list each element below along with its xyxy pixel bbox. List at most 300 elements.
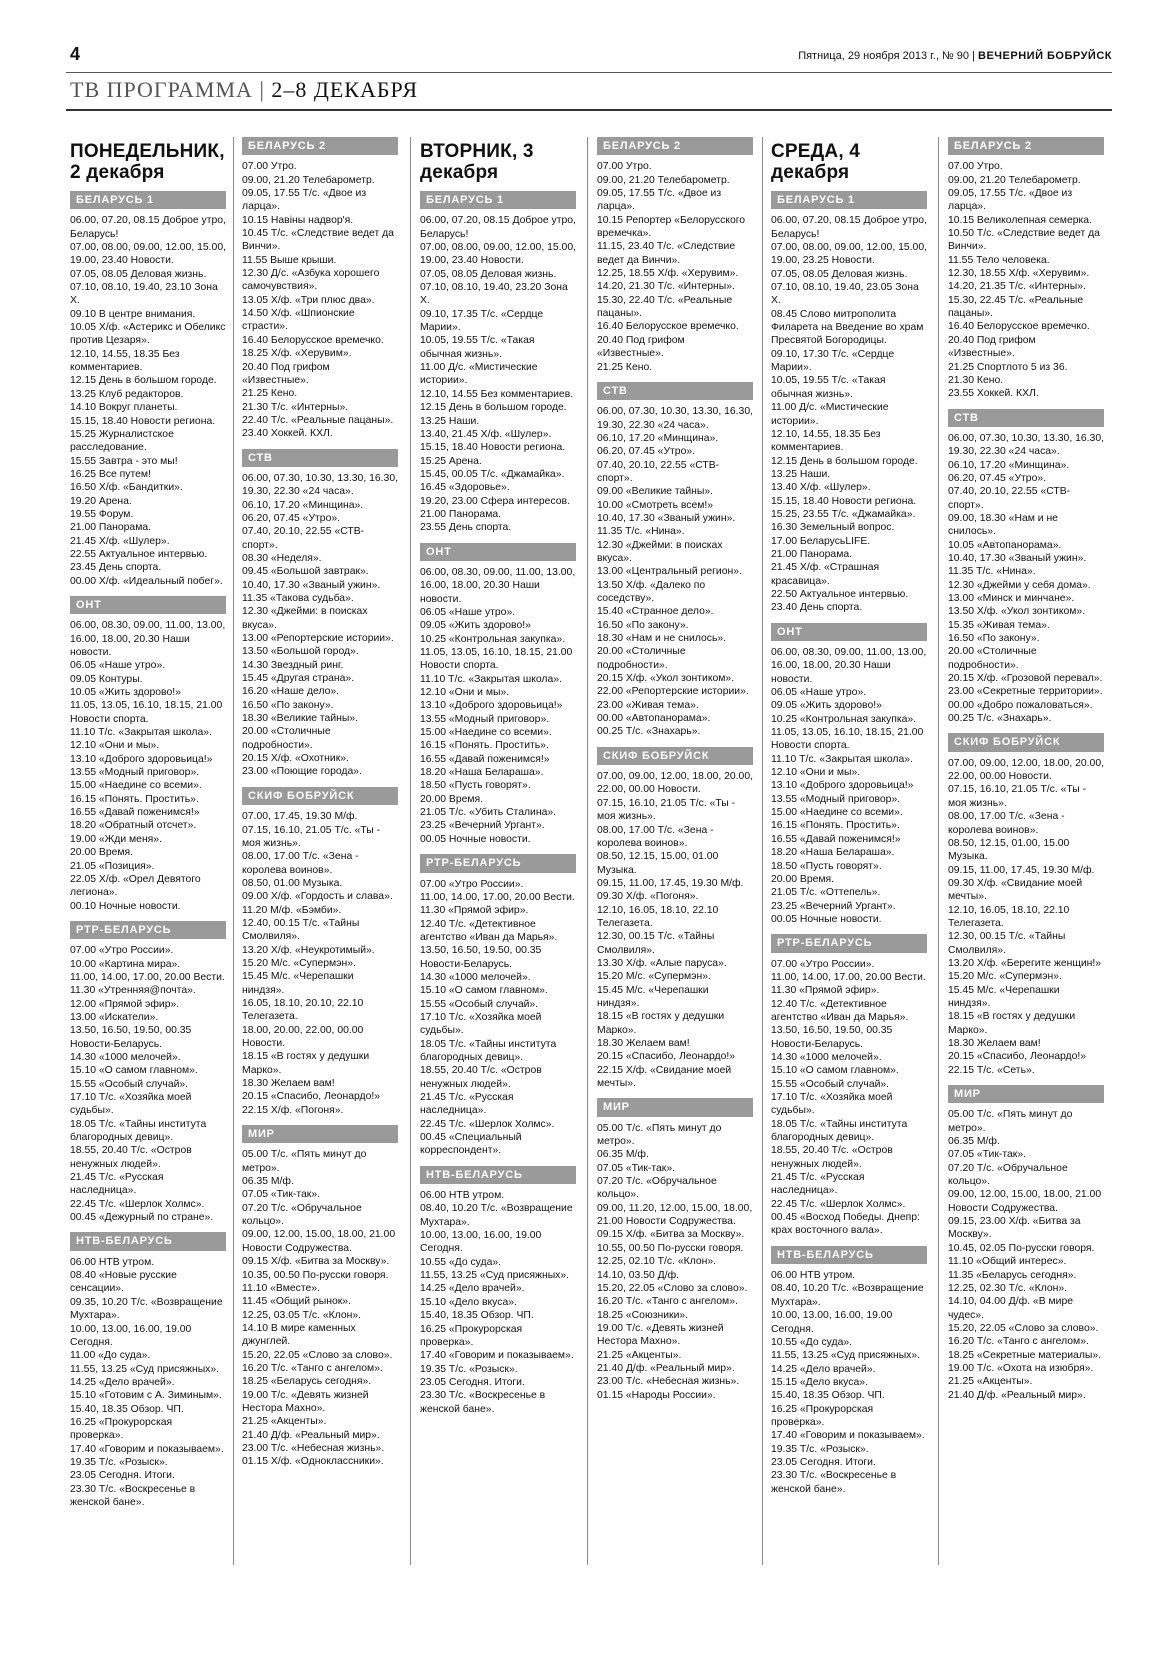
program-listing: 13.40, 21.45 Х/ф. «Шулер». [420, 428, 552, 440]
program-listing: 15.15, 18.40 Новости региона. [771, 495, 917, 507]
program-listing: 08.00, 17.00 Т/с. «Зена - королева воинов». [597, 824, 714, 849]
program-listing: 17.00 БеларусьLIFE. [771, 535, 871, 547]
program-listing: 07.00, 09.00, 12.00, 18.00, 20.00, 22.00, 00.00 Новости. [948, 757, 1104, 783]
program-listing: 16.25 Все путем! [70, 468, 151, 480]
program-listing: 10.00 «Картина мира». [70, 958, 181, 970]
program-listing: 13.30 Х/ф. «Алые паруса». [597, 957, 727, 969]
program-listing: 01.15 «Народы России». [597, 1389, 716, 1401]
channel-header: НТВ-БЕЛАРУСЬ [70, 1232, 226, 1250]
program-listing: 19.00 «Жди меня». [70, 833, 162, 845]
program-listing: 05.00 Т/с. «Пять минут до метро». [242, 1149, 367, 1174]
program-listing: 10.45, 02.05 По-русски говоря. [948, 1242, 1095, 1254]
program-listing: 15.00 «Наедине со всеми». [70, 780, 202, 792]
program-listing: 13.05 Х/ф. «Три плюс два». [242, 294, 375, 306]
program-listing: 09.30 Х/ф. «Свидание моей мечты». [948, 877, 1083, 903]
program-listing: 15.25 Арена. [420, 455, 482, 467]
program-listing: 18.30 Желаем вам! [597, 1038, 690, 1049]
program-listing: 08.45 Слово митрополита Филарета на Введение во храм Пресвятой Богородицы. [771, 308, 924, 347]
program-listing: 12.00 «Прямой эфир». [70, 998, 180, 1010]
program-listing: 13.50, 16.50, 19.50, 00.35 Новости-Беларусь. [771, 1025, 893, 1050]
program-listing: 11.10 Т/с. «Закрытая школа». [70, 727, 212, 739]
program-listing: 15.35 «Живая тема». [948, 619, 1050, 631]
program-listing: 10.15 Навіны надвор'я. [242, 214, 354, 226]
program-listing: 10.40, 17.30 «Званый ужин». [597, 512, 736, 524]
program-listing: 23.40 Хоккей. КХЛ. [242, 428, 333, 440]
program-listing: 12.30, 00.15 Т/с. «Тайны Смолвиля». [597, 931, 715, 956]
program-listing: 12.10, 16.05, 18.10, 22.10 Телегазета. [597, 904, 719, 929]
program-listing: 16.20 Т/с. «Танго с ангелом». [597, 1296, 738, 1308]
program-listing: 07.05 «Тик-так». [597, 1162, 676, 1174]
program-listing: 19.35 Т/с. «Розыск». [420, 1363, 518, 1375]
program-listing: 11.20 М/ф. «Бэмби». [242, 904, 342, 916]
program-listing: 14.20, 21.35 Т/с. «Интерны». [948, 281, 1086, 293]
program-listing: 12.30 «Джейми: в поисках вкуса». [242, 606, 368, 631]
program-listing: 18.30 «Великие тайны». [242, 713, 359, 725]
column-divider [587, 137, 588, 1565]
program-listing: 08.40, 10.20 Т/с. «Возвращение Мухтара». [420, 1203, 573, 1228]
channel-header: РТР-БЕЛАРУСЬ [420, 854, 576, 872]
program-listing: 21.30 Кено. [948, 374, 1004, 386]
program-listing: 18.55, 20.40 Т/с. «Остров ненужных людей». [771, 1145, 893, 1170]
program-listing: 09.05, 17.55 Т/с. «Двое из ларца». [948, 188, 1073, 213]
channel-header: ОНТ [70, 596, 226, 614]
program-listing: 20.15 «Спасибо, Леонардо!» [597, 1051, 736, 1063]
program-listing: 13.20 Х/ф. «Неукротимый». [242, 944, 375, 956]
program-listing: 13.50 Х/ф. «Укол зонтиком». [948, 606, 1086, 618]
issue-info [798, 50, 1112, 62]
program-listing: 23.00 Т/с. «Небесная жизнь». [597, 1376, 740, 1388]
program-listing: 23.30 Т/с. «Воскресенье в женской бане». [771, 1470, 897, 1495]
program-listing: 11.45 «Общий рынок». [242, 1296, 351, 1308]
program-listing: 16.55 «Давай поженимся!» [771, 833, 901, 845]
program-listing: 07.15, 16.10, 21.05 Т/с. «Ты - моя жизнь». [948, 784, 1087, 809]
program-listing: 10.15 Великолепная семерка. [948, 214, 1092, 226]
program-listing: 09.00, 12.00, 15.00, 18.00, 21.00 Новости Содружества. [242, 1229, 396, 1254]
program-listing: 06.00, 07.20, 08.15 Доброе утро, Беларусь! [70, 215, 226, 240]
program-listing: 11.00, 14.00, 17.00, 20.00 Вести. [70, 971, 225, 983]
program-listing: 16.15 «Понять. Простить». [420, 740, 549, 752]
program-listing: 15.20, 22.05 «Слово за слово». [597, 1282, 748, 1294]
channel-header: МИР [948, 1085, 1104, 1103]
program-listing: 23.45 День спорта. [70, 562, 162, 574]
program-listing: 07.10, 08.10, 19.40, 23.05 Зона Х. [771, 282, 919, 307]
program-listing: 11.00 Д/с. «Мистические истории». [771, 402, 889, 427]
program-listing: 05.00 Т/с. «Пять минут до метро». [597, 1122, 722, 1148]
program-listing: 11.35 «Такова судьба». [242, 593, 354, 604]
program-listing: 21.40 Д/ф. «Реальный мир». [597, 1362, 735, 1374]
day-heading: ПОНЕДЕЛЬНИК, 2 декабря [70, 141, 225, 183]
program-listing: 09.00, 11.20, 12.00, 15.00, 18.00, 21.00 Новости Содружества. [597, 1202, 753, 1228]
program-listing: 21.05 Т/с. «Оттепель». [771, 887, 881, 899]
program-listing: 12.10 «Они и мы». [70, 740, 160, 752]
program-listing: 15.30, 22.40 Т/с. «Реальные пацаны». [597, 294, 733, 320]
program-listing: 11.15, 23.40 Т/с. «Следствие ведет да Винчи». [597, 241, 736, 266]
program-listing: 09.00 Х/ф. «Гордость и слава». [242, 891, 393, 903]
program-listing: 12.30, 18.55 Х/ф. «Херувим». [948, 268, 1090, 280]
newspaper-name: ВЕЧЕРНИЙ БОБРУЙСК [978, 50, 1112, 62]
program-listing: 20.15 Х/ф. «Грозовой перевал». [948, 673, 1103, 685]
program-listing: 14.25 «Дело врачей». [70, 1376, 175, 1388]
program-listing: 09.00, 18.30 «Нам и не снилось». [948, 512, 1058, 538]
program-listing: 22.05 Х/ф. «Орел Девятого легиона». [70, 873, 201, 899]
program-listing: 20.40 Под грифом «Известные». [597, 334, 685, 360]
program-listing: 21.25 Кено. [242, 388, 298, 400]
program-listing: 06.00 НТВ утром. [771, 1270, 856, 1282]
program-listing: 15.55 «Особый случай». [420, 998, 539, 1010]
program-listing: 22.15 Х/ф. «Свидание моей мечты». [597, 1064, 732, 1090]
program-listing: 09.00, 21.20 Телебарометр. [948, 174, 1081, 186]
schedule-column-1 [70, 137, 226, 1509]
channel-header: СКИФ БОБРУЙСК [242, 787, 398, 805]
program-listing: 06.05 «Наше утро». [70, 660, 166, 672]
program-listing: 15.55 «Особый случай». [70, 1078, 189, 1090]
program-listing: 06.00 НТВ утром. [420, 1190, 505, 1202]
program-listing: 12.40 Т/с. «Детективное агентство «Иван да Марья». [420, 918, 558, 943]
program-listing: 18.15 «В гостях у дедушки Марко». [597, 1011, 725, 1036]
program-listing: 10.45 Т/с. «Следствие ведет да Винчи». [242, 228, 394, 253]
program-listing: 09.15, 11.00, 17.45, 19.30 М/ф. [597, 877, 744, 889]
program-listing: 06.10, 17.20 «Минщина». [242, 499, 364, 511]
program-listing: 06.00, 07.20, 08.15 Доброе утро, Беларусь! [420, 215, 576, 240]
program-listing: 21.45 Х/ф. «Страшная красавица». [771, 562, 880, 587]
column-divider [233, 137, 234, 1565]
program-listing: 17.40 «Говорим и показываем». [771, 1430, 925, 1442]
program-listing: 17.10 Т/с. «Хозяйка моей судьбы». [420, 1011, 542, 1037]
program-listing: 22.55 Актуальное интервью. [70, 548, 208, 560]
program-listing: 21.00 Панорама. [771, 548, 853, 560]
program-listing: 11.55 Выше крыши. [242, 254, 337, 266]
program-listing: 13.00 «Центральный регион». [597, 566, 742, 578]
program-listing: 07.05, 08.05 Деловая жизнь. [771, 268, 908, 280]
program-listing: 09.00, 12.00, 15.00, 18.00, 21.00 Новости Содружества. [948, 1189, 1102, 1214]
program-listing: 15.10 «Готовим с А. Зиминым». [70, 1390, 222, 1402]
program-listing: 07.00 «Утро России». [420, 878, 524, 890]
program-listing: 19.00 Т/с. «Девять жизней Нестора Махно». [242, 1389, 369, 1414]
program-listing: 10.05, 19.55 Т/с. «Такая обычная жизнь». [420, 335, 535, 360]
program-listing: 11.35 Т/с. «Нина». [948, 566, 1036, 578]
program-listing: 14.10 В мире каменных джунглей. [242, 1322, 356, 1348]
program-listing: 07.00 «Утро России». [771, 958, 875, 970]
program-listing: 19.00 Т/с. «Девять жизней Нестора Махно». [597, 1322, 724, 1348]
program-listing: 12.40 Т/с. «Детективное агентство «Иван да Марья». [771, 998, 909, 1023]
program-listing: 08.40, 10.20 Т/с. «Возвращение Мухтара». [771, 1283, 924, 1308]
program-listing: 07.00, 08.00, 09.00, 12.00, 15.00, 19.00, 23.25 Новости. [771, 242, 927, 267]
program-listing: 15.30, 22.45 Т/с. «Реальные пацаны». [948, 294, 1084, 320]
schedule-column-3 [420, 137, 576, 1416]
program-listing: 09.05 «Жить здорово!» [771, 700, 882, 712]
program-listing: 16.15 «Понять. Простить». [771, 820, 900, 832]
channel-header: БЕЛАРУСЬ 2 [597, 137, 753, 155]
program-listing: 12.15 День в большом городе. [420, 402, 567, 414]
program-listing: 07.15, 16.10, 21.05 Т/с. «Ты - моя жизнь». [597, 797, 736, 823]
program-listing: 15.20 М/с. «Супермэн». [242, 957, 356, 969]
program-listing: 18.50 «Пусть говорят». [771, 860, 882, 872]
program-listing: 15.25 Журналистское расследование. [70, 428, 174, 454]
program-listing: 23.00 «Живая тема». [597, 699, 699, 711]
program-listing: 11.00 «До суда». [70, 1350, 151, 1362]
program-listing: 01.15 Х/ф. «Одноклассники». [242, 1456, 384, 1468]
program-listing: 13.50 Х/ф. «Далеко по соседству». [597, 579, 706, 604]
program-listing: 11.35 Т/с. «Нина». [597, 526, 685, 538]
program-listing: 07.40, 20.10, 22.55 «СТВ-спорт». [948, 486, 1071, 511]
channel-header: ОНТ [420, 543, 576, 561]
channel-header: СТВ [597, 382, 753, 400]
program-listing: 15.10 «О самом главном». [70, 1065, 198, 1077]
program-listing: 15.45 «Другая страна». [242, 673, 355, 685]
program-listing: 12.15 День в большом городе. [70, 375, 217, 387]
program-listing: 23.55 День спорта. [420, 522, 512, 534]
day-heading: СРЕДА, 4 декабря [771, 141, 861, 183]
program-listing: 23.40 День спорта. [771, 602, 863, 614]
program-listing: 00.05 Ночные новости. [420, 833, 531, 845]
program-listing: 20.00 Время. [70, 847, 134, 859]
program-listing: 06.00 НТВ утром. [70, 1256, 155, 1268]
program-listing: 16.55 «Давай поженимся!» [70, 807, 200, 819]
program-listing: 15.45, 00.05 Т/с. «Джамайка». [420, 468, 565, 480]
program-listing: 09.05, 17.55 Т/с. «Двое из ларца». [597, 188, 722, 213]
program-listing: 15.10 «Дело вкуса». [420, 1296, 517, 1308]
program-listing: 17.40 «Говорим и показываем». [70, 1443, 224, 1455]
program-listing: 13.10 «Доброго здоровьица!» [420, 700, 563, 712]
program-listing: 14.25 «Дело врачей». [420, 1283, 525, 1295]
channel-header: РТР-БЕЛАРУСЬ [70, 921, 226, 939]
program-listing: 06.20, 07.45 «Утро». [597, 446, 696, 458]
program-listing: 09.15, 11.00, 17.45, 19.30 М/ф. [948, 864, 1095, 876]
program-listing: 00.25 Т/с. «Знахарь». [597, 726, 701, 738]
program-listing: 23.05 Сегодня. Итоги. [420, 1376, 525, 1388]
program-listing: 00.45 «Восход Победы. Днепр: крах восточного вала». [771, 1212, 920, 1237]
program-listing: 08.50, 01.00 Музыка. [242, 877, 343, 889]
program-listing: 11.55 Тело человека. [948, 254, 1050, 266]
program-listing: 10.00, 13.00, 16.00, 19.00 Сегодня. [420, 1230, 542, 1255]
program-listing: 23.00 «Поющие города». [242, 766, 362, 778]
program-listing: 11.55, 13.25 «Суд присяжных». [771, 1350, 921, 1362]
program-listing: 23.05 Сегодня. Итоги. [771, 1456, 876, 1468]
program-listing: 11.55, 13.25 «Суд присяжных». [420, 1270, 570, 1282]
program-listing: 06.00, 08.30, 09.00, 11.00, 13.00, 16.00, 18.00, 20.30 Наши новости. [771, 647, 927, 685]
program-listing: 12.25, 18.55 Х/ф. «Херувим». [597, 268, 739, 280]
program-listing: 12.30 «Джейми у себя дома». [948, 579, 1091, 591]
channel-header: БЕЛАРУСЬ 2 [242, 137, 398, 155]
program-listing: 16.40 Белорусское времечко. [242, 334, 384, 346]
program-listing: 15.45 М/с. «Черепашки ниндзя». [948, 984, 1060, 1009]
program-listing: 16.30 Земельный вопрос. [771, 522, 895, 534]
program-listing: 06.00, 07.30, 10.30, 13.30, 16.30, 19.30, 22.30 «24 часа». [948, 432, 1104, 458]
program-listing: 15.40, 18.35 Обзор. ЧП. [70, 1403, 184, 1415]
program-listing: 15.15 «Дело вкуса». [771, 1376, 868, 1388]
program-listing: 21.30 Т/с. «Интерны». [242, 401, 349, 413]
program-listing: 13.50 «Большой город». [242, 646, 359, 658]
program-listing: 00.45 «Специальный корреспондент». [420, 1132, 522, 1157]
program-listing: 13.25 Наши. [771, 468, 831, 480]
program-listing: 14.30 «1000 мелочей». [420, 971, 531, 983]
program-listing: 20.15 Х/ф. «Укол зонтиком». [597, 673, 735, 685]
program-listing: 13.00 «Репортерские истории». [242, 633, 394, 645]
program-listing: 07.40, 20.10, 22.55 «СТВ-спорт». [597, 459, 720, 484]
program-listing: 00.00 «Добро пожаловаться». [948, 699, 1093, 711]
program-listing: 11.10 Т/с. «Закрытая школа». [771, 753, 913, 765]
program-listing: 19.20, 23.00 Сфера интересов. [420, 495, 570, 507]
program-listing: 08.50, 12.15, 15.00, 01.00 Музыка. [597, 851, 719, 876]
program-listing: 11.55, 13.25 «Суд присяжных». [70, 1363, 220, 1375]
program-listing: 20.40 Под грифом «Известные». [242, 361, 330, 386]
program-listing: 11.10 Т/с. «Закрытая школа». [420, 673, 562, 685]
program-listing: 05.00 Т/с. «Пять минут до метро». [948, 1109, 1073, 1134]
program-listing: 10.05 «Жить здорово!» [70, 687, 181, 699]
program-listing: 21.45 Т/с. «Русская наследница». [420, 1092, 514, 1117]
program-listing: 18.30 Желаем вам! [948, 1038, 1041, 1049]
program-listing: 09.00 «Великие тайны». [597, 486, 714, 498]
program-listing: 12.15 День в большом городе. [771, 455, 918, 467]
program-listing: 18.30 Желаем вам! [242, 1078, 335, 1090]
program-listing: 18.25 «Секретные материалы». [948, 1349, 1102, 1361]
schedule-column-5 [771, 137, 927, 1496]
program-listing: 12.10, 14.55, 18.35 Без комментариев. [771, 428, 881, 454]
program-listing: 06.05 «Наше утро». [420, 606, 516, 618]
program-listing: 15.55 Завтра - это мы! [70, 455, 178, 467]
program-listing: 21.05 Т/с. «Убить Сталина». [420, 807, 557, 819]
program-listing: 15.40 «Странное дело». [597, 606, 714, 618]
program-listing: 15.15, 18.40 Новости региона. [70, 415, 216, 427]
program-listing: 16.20 «Наше дело». [242, 686, 340, 698]
program-listing: 16.25 «Прокурорская проверка». [70, 1416, 173, 1442]
channel-header: ОНТ [771, 623, 927, 641]
program-listing: 18.25 Х/ф. «Херувим». [242, 348, 352, 360]
program-listing: 15.15, 18.40 Новости региона. [420, 442, 566, 454]
program-listing: 16.20 Т/с. «Танго с ангелом». [242, 1362, 383, 1374]
program-listing: 10.35, 00.50 По-русски говоря. [242, 1269, 389, 1281]
program-listing: 15.45 М/с. «Черепашки ниндзя». [242, 971, 354, 996]
program-listing: 10.55, 00.50 По-русски говоря. [597, 1242, 744, 1254]
program-listing: 06.00, 07.30, 10.30, 13.30, 16.30, 19.30, 22.30 «24 часа». [242, 472, 398, 498]
program-listing: 18.50 «Пусть говорят». [420, 780, 531, 792]
program-listing: 09.15 Х/ф. «Битва за Москву». [242, 1256, 390, 1268]
program-listing: 14.30 «1000 мелочей». [771, 1051, 882, 1063]
channel-header: СКИФ БОБРУЙСК [597, 747, 753, 765]
program-listing: 07.00 Утро. [242, 161, 297, 173]
program-listing: 10.55 «До суда». [771, 1336, 853, 1348]
column-divider [938, 137, 939, 1565]
program-listing: 06.35 М/ф. [242, 1176, 294, 1188]
section-title [70, 77, 418, 103]
schedule-column-2 [242, 137, 398, 1469]
program-listing: 06.10, 17.20 «Минщина». [597, 432, 719, 444]
program-listing: 17.10 Т/с. «Хозяйка моей судьбы». [771, 1092, 893, 1117]
program-listing: 21.25 «Акценты». [242, 1416, 327, 1428]
program-listing: 06.35 М/ф. [597, 1149, 649, 1161]
program-listing: 10.40, 17.30 «Званый ужин». [948, 552, 1087, 564]
program-listing: 10.55 «До суда». [420, 1256, 502, 1268]
program-listing: 16.50 Х/ф. «Бандитки». [70, 482, 183, 494]
channel-header: БЕЛАРУСЬ 1 [70, 191, 226, 209]
program-listing: 15.25, 23.55 Т/с. «Джамайка». [771, 508, 916, 520]
program-listing: 20.00 «Столичные подробности». [242, 726, 331, 751]
program-listing: 12.30 Д/с. «Азбука хорошего самочувствия». [242, 268, 380, 293]
program-listing: 07.10, 08.10, 19.40, 23.20 Зона Х. [420, 282, 568, 307]
program-listing: 21.45 Т/с. «Русская наследница». [771, 1172, 865, 1197]
program-listing: 07.05, 08.05 Деловая жизнь. [420, 268, 557, 280]
section-dates: 2–8 ДЕКАБРЯ [271, 77, 419, 102]
program-listing: 07.00, 08.00, 09.00, 12.00, 15.00, 19.00, 23.40 Новости. [70, 242, 226, 267]
program-listing: 13.55 «Модный приговор». [70, 767, 200, 779]
program-listing: 09.35, 10.20 Т/с. «Возвращение Мухтара». [70, 1296, 223, 1322]
program-listing: 14.30 «1000 мелочей». [70, 1051, 181, 1063]
program-listing: 14.30 Звездный ринг. [242, 659, 344, 671]
program-listing: 15.40, 18.35 Обзор. ЧП. [771, 1390, 885, 1402]
program-listing: 09.15 Х/ф. «Битва за Москву». [597, 1229, 745, 1241]
program-listing: 22.00 «Репортерские истории». [597, 686, 749, 698]
program-listing: 13.40 Х/ф. «Шулер». [771, 482, 871, 494]
program-listing: 07.00, 09.00, 12.00, 18.00, 20.00, 22.00, 00.00 Новости. [597, 771, 753, 796]
program-listing: 11.00 Д/с. «Мистические истории». [420, 362, 538, 387]
program-listing: 11.10 «Вместе». [242, 1282, 320, 1294]
program-listing: 10.00, 13.00, 16.00, 19.00 Сегодня. [70, 1323, 192, 1348]
program-listing: 20.15 «Спасибо, Леонардо!» [242, 1091, 381, 1103]
channel-header: СТВ [948, 409, 1104, 427]
program-listing: 11.30 «Прямой эфир». [771, 985, 880, 997]
program-listing: 00.00 «Автопанорама». [597, 713, 711, 725]
program-listing: 20.00 «Столичные подробности». [597, 646, 686, 671]
program-listing: 16.50 «По закону». [597, 619, 689, 631]
program-listing: 22.15 Т/с. «Сеть». [948, 1064, 1035, 1076]
program-listing: 07.00 Утро. [597, 161, 652, 173]
issue-date: Пятница, 29 ноября 2013 г., № 90 | [798, 50, 975, 62]
program-listing: 12.10, 14.55 Без комментариев. [420, 388, 574, 400]
program-listing: 16.45 «Здоровье». [420, 482, 510, 494]
program-listing: 18.20 «Наша Белараша». [420, 767, 544, 779]
program-listing: 09.00, 21.20 Телебарометр. [242, 174, 375, 186]
program-listing: 16.20 Т/с. «Танго с ангелом». [948, 1336, 1089, 1348]
program-listing: 12.40, 00.15 Т/с. «Тайны Смолвиля». [242, 917, 360, 943]
program-listing: 17.40 «Говорим и показываем». [420, 1350, 574, 1362]
program-listing: 10.05 «Автопанорама». [948, 539, 1062, 551]
program-listing: 23.30 Т/с. «Воскресенье в женской бане». [420, 1390, 546, 1415]
program-listing: 19.55 Форум. [70, 508, 134, 520]
program-listing: 16.55 «Давай поженимся!» [420, 753, 550, 765]
program-listing: 23.00 Т/с. «Небесная жизнь». [242, 1442, 385, 1454]
program-listing: 09.30 Х/ф. «Погоня». [597, 891, 699, 903]
program-listing: 15.20 М/с. «Супермэн». [948, 971, 1062, 983]
program-listing: 16.50 «По закону». [242, 699, 334, 711]
section-separator: | [259, 77, 265, 102]
program-listing: 20.00 Время. [420, 793, 484, 805]
program-listing: 06.00, 07.30, 10.30, 13.30, 16.30, 19.30, 22.30 «24 часа». [597, 406, 753, 431]
program-listing: 13.00 «Минск и минчане». [948, 593, 1075, 604]
program-listing: 18.55, 20.40 Т/с. «Остров ненужных людей». [70, 1145, 192, 1170]
program-listing: 07.40, 20.10, 22.55 «СТВ-спорт». [242, 526, 365, 551]
program-listing: 23.30 Т/с. «Воскресенье в женской бане». [70, 1483, 196, 1508]
channel-header: РТР-БЕЛАРУСЬ [771, 934, 927, 952]
program-listing: 14.50 Х/ф. «Шпионские страсти». [242, 308, 355, 333]
program-listing: 21.40 Д/ф. «Реальный мир». [242, 1429, 380, 1441]
program-listing: 12.10 «Они и мы». [420, 687, 510, 699]
program-listing: 09.05, 17.55 Т/с. «Двое из ларца». [242, 188, 367, 213]
program-listing: 12.25, 02.10 Т/с. «Клон». [597, 1256, 717, 1268]
program-listing: 22.50 Актуальное интервью. [771, 588, 909, 600]
program-listing: 07.15, 16.10, 21.05 Т/с. «Ты - моя жизнь». [242, 824, 381, 849]
program-listing: 08.00, 17.00 Т/с. «Зена - королева воинов». [948, 811, 1065, 836]
program-listing: 16.15 «Понять. Простить». [70, 793, 199, 805]
program-listing: 10.05, 19.55 Т/с. «Такая обычная жизнь». [771, 375, 886, 400]
program-listing: 21.40 Д/ф. «Реальный мир». [948, 1389, 1086, 1401]
program-listing: 06.35 М/ф. [948, 1136, 1000, 1148]
program-listing: 12.30, 00.15 Т/с. «Тайны Смолвиля». [948, 931, 1066, 956]
program-listing: 10.40, 17.30 «Званый ужин». [242, 579, 381, 591]
program-listing: 23.55 Хоккей. КХЛ. [948, 388, 1039, 400]
program-listing: 13.25 Клуб редакторов. [70, 388, 184, 400]
program-listing: 11.30 «Прямой эфир». [420, 905, 529, 917]
program-listing: 15.10 «О самом главном». [771, 1065, 899, 1077]
